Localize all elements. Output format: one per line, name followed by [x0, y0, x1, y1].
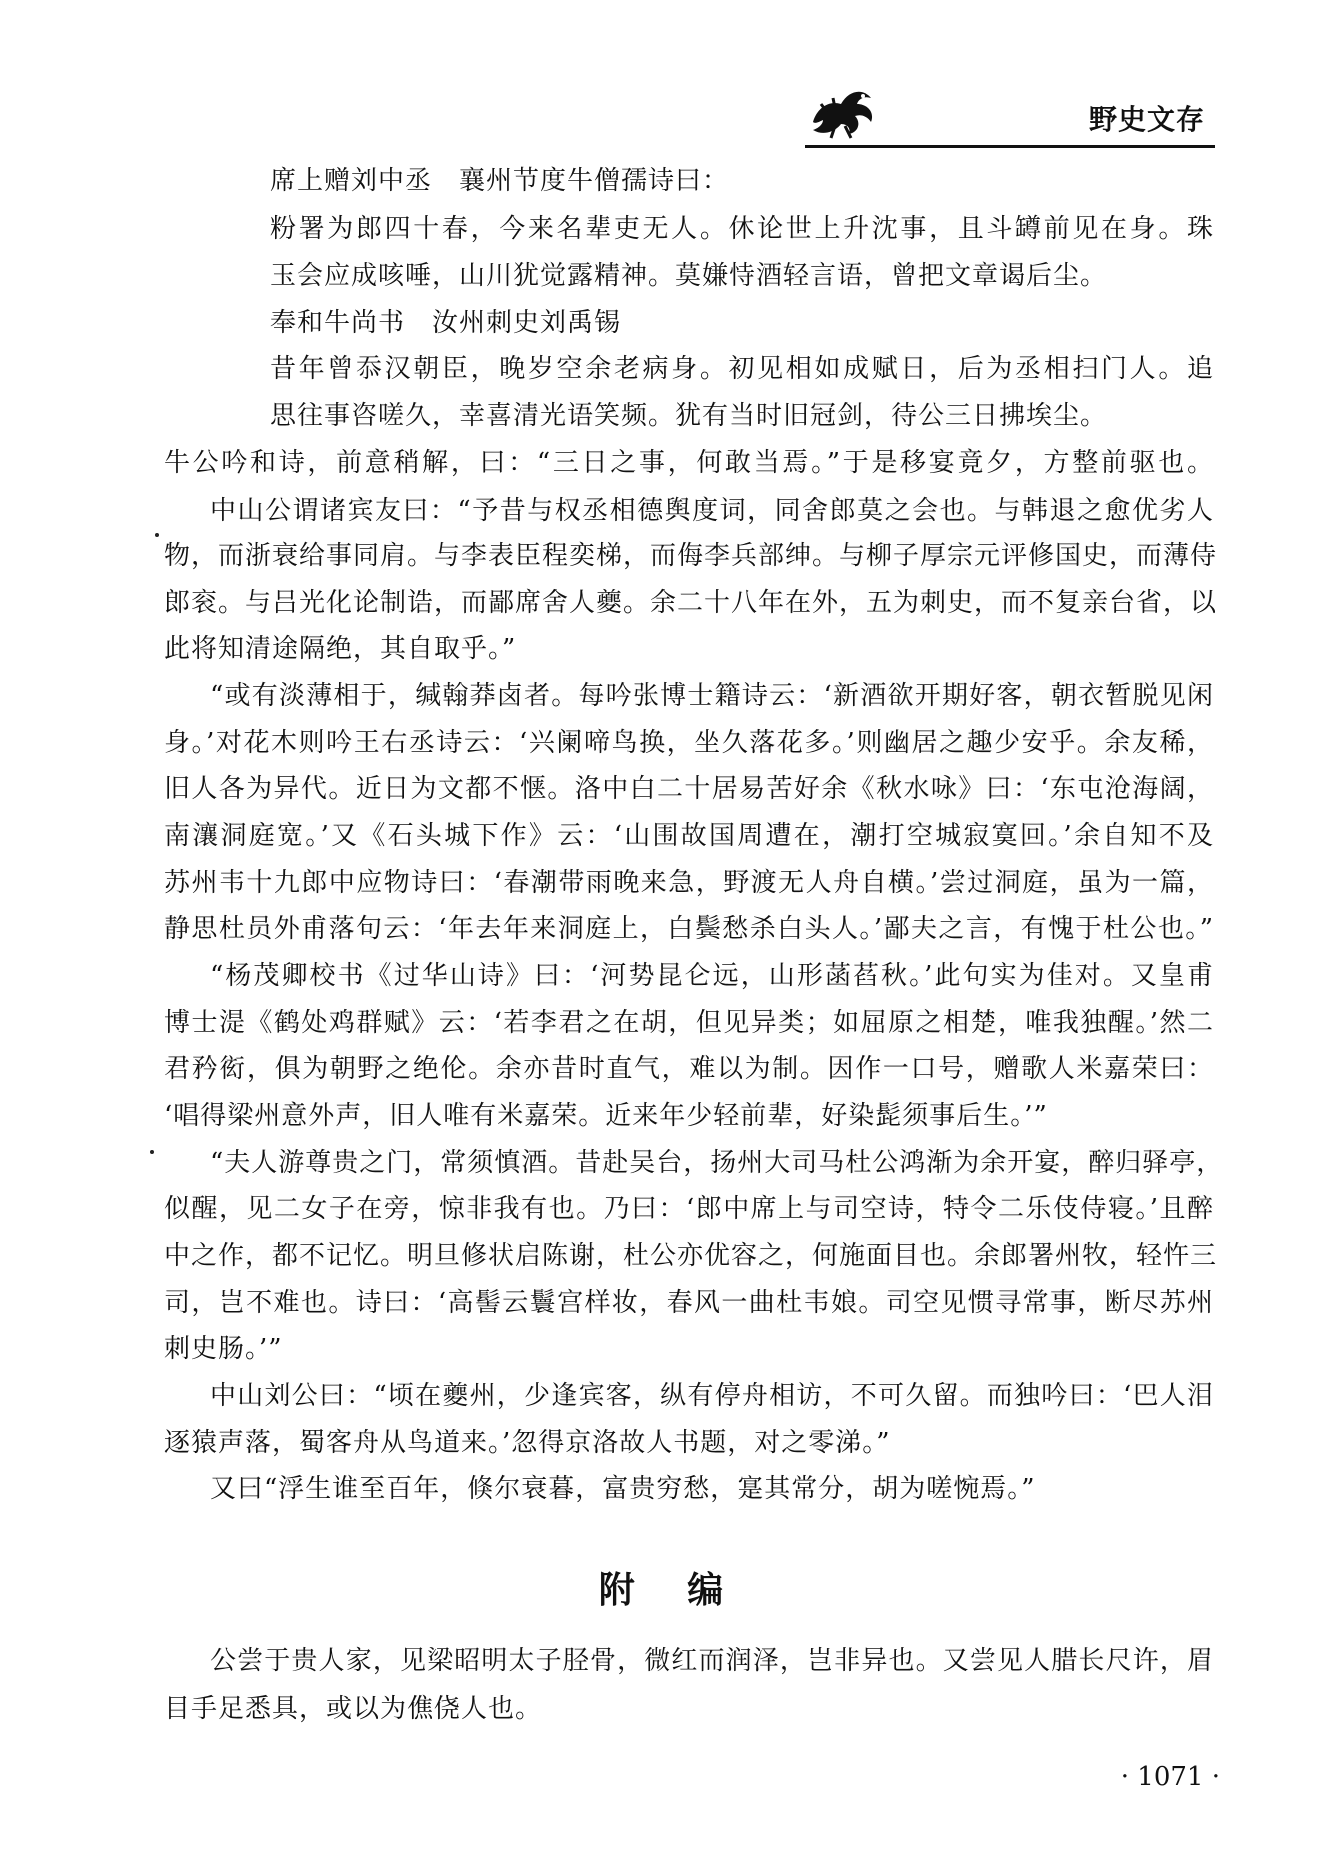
- text-line: 身。’对花木则吟王右丞诗云：‘兴阑啼鸟换，坐久落花多。’则幽居之趣少安乎。余友稀，: [164, 728, 1214, 758]
- text-line: 昔年曾忝汉朝臣，晚岁空余老病身。初见相如成赋日，后为丞相扫门人。追: [270, 354, 1214, 384]
- text-line: 郎衮。与吕光化论制诰，而鄙席舍人夔。余二十八年在外，五为刺史，而不复亲台省，以: [164, 588, 1218, 618]
- text-line: “或有淡薄相于，缄翰莽卤者。每吟张博士籍诗云：‘新酒欲开期好客，朝衣暂脱见闲: [210, 681, 1214, 711]
- text-line: “夫人游尊贵之门，常须慎酒。昔赴吴台，扬州大司马杜公鸿渐为余开宴，醉归驿亭，: [210, 1148, 1224, 1178]
- text-line: 刺史肠。’”: [164, 1334, 283, 1364]
- text-line: 目手足悉具，或以为僬侥人也。: [164, 1694, 543, 1724]
- text-line: 粉署为郎四十春，今来名辈吏无人。休论世上升沈事，且斗罇前见在身。珠: [270, 214, 1214, 244]
- text-line: 中之作，都不记忆。明旦修状启陈谢，杜公亦优容之，何施面目也。余郎署州牧，轻忤三: [164, 1241, 1218, 1271]
- header-rule: [805, 145, 1215, 148]
- text-line: 君矜衒，俱为朝野之绝伦。余亦昔时直气，难以为制。因作一口号，赠歌人米嘉荣曰：: [164, 1054, 1214, 1084]
- header-title: 野史文存: [1088, 103, 1205, 136]
- text-line: “杨茂卿校书《过华山诗》曰：‘河势昆仑远，山形菡萏秋。’此句实为佳对。又皇甫: [210, 961, 1214, 991]
- running-header: [805, 88, 1215, 148]
- poem-heading-1: 席上赠刘中丞 襄州节度牛僧孺诗曰：: [270, 166, 730, 196]
- text-line: 物，而浙衰给事同肩。与李表臣程奕梯，而侮李兵部绅。与柳子厚宗元评修国史，而薄侍: [164, 541, 1218, 571]
- text-line: 似醒，见二女子在旁，惊非我有也。乃曰：‘郎中席上与司空诗，特令二乐伎侍寝。’且醉: [164, 1194, 1214, 1224]
- text-line: 又曰“浮生谁至百年，倏尔衰暮，富贵穷愁，寔其常分，胡为嗟惋焉。”: [210, 1474, 1036, 1504]
- text-line: 玉会应成咳唾，山川犹觉露精神。莫嫌恃酒轻言语，曾把文章谒后尘。: [270, 261, 1108, 291]
- page-number: · 1071 ·: [1120, 1762, 1220, 1792]
- text-line: 思往事咨嗟久，幸喜清光语笑频。犹有当时旧冠剑，待公三日拂埃尘。: [270, 401, 1108, 431]
- text-line: 中山刘公曰：“顷在夔州，少逢宾客，纵有停舟相访，不可久留。而独吟曰：‘巴人泪: [210, 1381, 1214, 1411]
- section-title: 附 编: [598, 1570, 724, 1611]
- text-line: 中山公谓诸宾友曰：“予昔与权丞相德舆度词，同舍郎莫之会也。与韩退之愈优劣人: [210, 496, 1214, 526]
- scan-mark: [155, 533, 159, 537]
- text-line: 司，岂不难也。诗曰：‘高髻云鬟宫样妆，春风一曲杜韦娘。司空见惯寻常事，断尽苏州: [164, 1288, 1214, 1318]
- text-line: 逐猿声落，蜀客舟从鸟道来。’忽得京洛故人书题，对之零涕。”: [164, 1428, 891, 1458]
- text-line: ‘唱得梁州意外声，旧人唯有米嘉荣。近来年少轻前辈，好染髭须事后生。’”: [164, 1101, 1048, 1131]
- text-line: 南瀼洞庭宽。’又《石头城下作》云：‘山围故国周遭在，潮打空城寂寞回。’余自知不及: [164, 821, 1214, 851]
- scan-mark: [150, 1150, 154, 1154]
- dragon-emblem-icon: [805, 82, 885, 142]
- text-line: 旧人各为异代。近日为文都不惬。洛中白二十居易苦好余《秋水咏》曰：‘东屯沧海阔，: [164, 774, 1214, 804]
- text-line: 此将知清途隔绝，其自取乎。”: [164, 634, 517, 664]
- text-line: 静思杜员外甫落句云：‘年去年来洞庭上，白鬓愁杀白头人。’鄙夫之言，有愧于杜公也。”: [164, 914, 1214, 944]
- text-line: 牛公吟和诗，前意稍解，曰：“三日之事，何敢当焉。”于是移宴竟夕，方整前驱也。: [164, 448, 1214, 478]
- text-line: 博士湜《鹤处鸡群赋》云：‘若李君之在胡，但见异类；如屈原之相楚，唯我独醒。’然二: [164, 1008, 1214, 1038]
- text-line: 苏州韦十九郎中应物诗曰：‘春潮带雨晚来急，野渡无人舟自横。’尝过洞庭，虽为一篇，: [164, 868, 1214, 898]
- poem-heading-2: 奉和牛尚书 汝州刺史刘禹锡: [270, 308, 622, 338]
- text-line: 公尝于贵人家，见梁昭明太子胫骨，微红而润泽，岂非异也。又尝见人腊长尺许，眉: [210, 1646, 1214, 1676]
